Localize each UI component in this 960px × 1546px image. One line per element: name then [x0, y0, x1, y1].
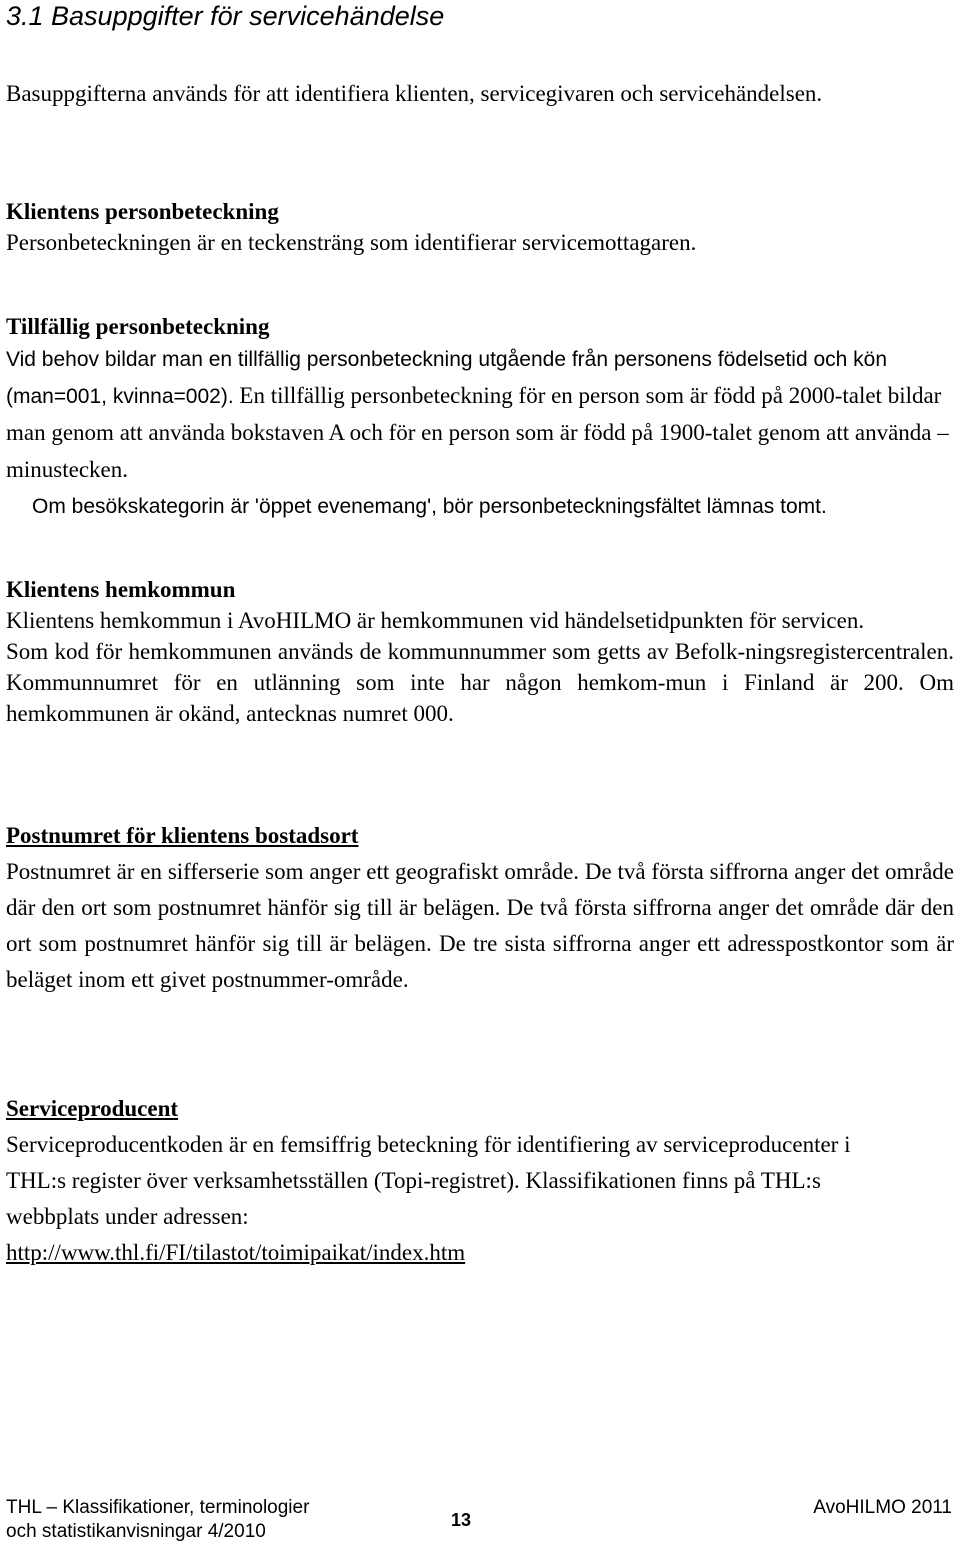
tillfallig-text-a: Vid behov bildar man en tillfällig personbeteckning utgående från personens födelsetid och kön (man=001, kvinna=002). [6, 348, 888, 408]
section-title: 3.1 Basuppgifter för servicehändelse [6, 1, 445, 31]
postnummer-text: Postnumret är en sifferserie som anger ett geografiskt område. De två första siffrorna anger det område där den ort som postnumret hänför sig till är belägen. De två första siffrorna anger det område där den ort som postnumret hänför sig till är belägen. De tre sista siffrorna anger ett adresspostkontor som är beläget inom ett givet postnummer-område. [6, 859, 954, 992]
postnummer-heading: Postnumret för klientens bostadsort [6, 823, 359, 848]
page-number: 13 [451, 1510, 472, 1530]
intro-text: Basuppgifterna används för att identifiera klienten, servicegivaren och servicehändelsen. [6, 81, 823, 106]
footer-right: AvoHILMO 2011 [813, 1497, 952, 1518]
serviceproducent-section [6, 1091, 954, 1271]
hemkommun-text1: Klientens hemkommun i AvoHILMO är hemkommunen vid händelsetidpunkten för servicen. [6, 608, 865, 633]
personbeteckning-section [6, 196, 954, 258]
tillfallig-heading: Tillfällig personbeteckning [6, 314, 270, 339]
tillfallig-section [6, 311, 954, 525]
hemkommun-text2: Som kod för hemkommunen används de kommunnummer som getts av Befolk-ningsregistercentralen. Kommunnumret för en utlänning som inte har någon hemkom-mun i Finland är 200. Om hemkommunen är okänd, antecknas numret 000. [6, 639, 954, 726]
tillfallig-text-c: Om besökskategorin är 'öppet evenemang', bör personbeteckningsfältet lämnas tomt. [32, 495, 827, 518]
footer-left-line2: och statistikanvisningar 4/2010 [6, 1521, 266, 1542]
hemkommun-section [6, 574, 954, 729]
personbeteckning-heading: Klientens personbeteckning [6, 199, 279, 224]
serviceproducent-heading: Serviceproducent [6, 1096, 179, 1121]
footer-left-line1: THL – Klassifikationer, terminologier [6, 1497, 310, 1518]
postnummer-section [6, 818, 954, 998]
thl-link[interactable]: http://www.thl.fi/FI/tilastot/toimipaikat/index.htm [6, 1240, 466, 1265]
personbeteckning-text: Personbeteckningen är en teckensträng som identifierar servicemottagaren. [6, 230, 697, 255]
tillfallig-text-b: En tillfällig personbeteckning för en person som är född på 2000-talet bildar man genom att använda bokstaven A och för en person som är född på 1900-talet genom att använda – minustecken. [6, 383, 949, 482]
tillfallig-text [6, 342, 954, 489]
footer-left [6, 1496, 309, 1544]
serviceproducent-text: Serviceproducentkoden är en femsiffrig beteckning för identifiering av serviceproducenter i THL:s register över verksamhetsställen (Topi-registret). Klassifikationen finns på THL:s webbplats under adressen: [6, 1132, 851, 1229]
intro-block [6, 78, 954, 109]
hemkommun-heading: Klientens hemkommun [6, 577, 236, 602]
